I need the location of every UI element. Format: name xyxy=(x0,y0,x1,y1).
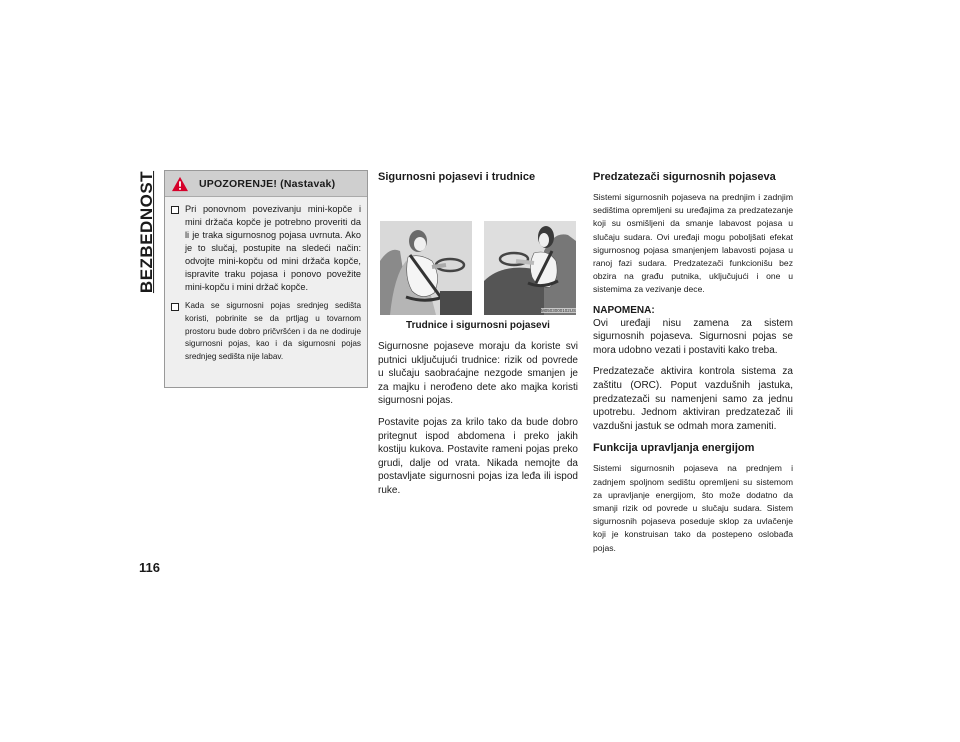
pretensioner-column xyxy=(593,170,793,563)
pregnancy-heading: Sigurnosni pojasevi i trudnice xyxy=(378,171,536,183)
pregnancy-paragraph-1: Sigurnosne pojaseve moraju da koriste svi putnici uključujući trudnice: rizik od povrede u slučaju saobraćajne nezgode smanjen je za majku i nerođeno dete ako majka koristi sigurnosni pojas. xyxy=(378,341,578,407)
warning-box xyxy=(164,170,368,388)
note-label: NAPOMENA: xyxy=(593,304,655,316)
note-text: Ovi uređaji nisu zamena za sistem sigurnosnih pojaseva. Sigurnosni pojas se mora udobno vezati i postaviti kako treba. xyxy=(593,317,793,356)
section-side-tab xyxy=(134,172,160,292)
energy-management-heading: Funkcija upravljanja energijom xyxy=(593,442,755,455)
energy-management-paragraph: Sistemi sigurnosnih pojaseva na prednjem i zadnjem spoljnom sedištu opremljeni su sistemom za upravljanje energijom, što može dodatno da smanji rizik od povrede u slučaju sudara. Sistem sigurnosnih pojaseva poseduje sklop za uvlačenje koji je konstruisan tako da postepeno oslobađa pojas. xyxy=(593,463,793,553)
checkbox-bullet-icon xyxy=(171,206,179,214)
pregnancy-paragraph-2: Postavite pojas za krilo tako da bude dobro pritegnut ispod abdomena i preko jakih kostiju kukova. Postavite rameni pojas preko grudi, dalje od vrata. Nikada nemojte da postavljate sigurnosni pojas iza leđa ili ispod ruke. xyxy=(378,416,578,496)
warning-item xyxy=(171,300,361,364)
pretensioner-paragraph: Sistemi sigurnosnih pojaseva na prednjim i zadnjim sedištima opremljeni su uređajima za predzatezanje koji su osmišljeni da smanje labavost pojasa u slučaju sudara. Ovi uređaji mogu poboljšati efekat sigurnosnog pojasa smanjenjem labavosti pojasa u ranoj fazi sudara. Predzatezači funkcionišu bez obzira na građu putnika, uključujući i one u sistemima za vezivanje dece. xyxy=(593,192,793,295)
warning-title: UPOZORENJE! (Nastavak) xyxy=(199,177,336,190)
warning-item xyxy=(171,203,361,294)
warning-triangle-icon xyxy=(171,176,189,192)
checkbox-bullet-icon xyxy=(171,303,179,311)
image-code: M0503000102US xyxy=(540,308,576,313)
section-label: BEZBEDNOST xyxy=(137,170,156,294)
figure-caption: Trudnice i sigurnosni pojasevi xyxy=(406,320,550,331)
warning-item-text: Kada se sigurnosni pojas srednjeg sedišta koristi, pobrinite se da prtljag u tovarnom prostoru bude dobro pričvršćen i da ne dodiruje sigurnosni pojas, kao i da sigurnosni pojas srednjeg sedišta nije labav. xyxy=(185,301,361,362)
pregnancy-column xyxy=(378,170,578,506)
orc-paragraph: Predzatezače aktivira kontrola sistema za zaštitu (ORC). Poput vazdušnih jastuka, predzatezači su namenjeni samo za jednu upotrebu. Jednom aktiviran predzatezač ili vazdušni jastuk se odmah mora zameniti. xyxy=(593,366,793,432)
pregnant-driver-photo-left xyxy=(380,221,472,315)
warning-header xyxy=(165,171,367,197)
warning-list xyxy=(165,197,367,364)
pregnancy-figure xyxy=(378,221,578,315)
warning-item-text: Pri ponovnom povezivanju mini-kopče i mini držača kopče je potrebno proveriti da li je traka sigurnosnog pojasa uvrnuta. Ako je to slučaj, postupite na sledeći način: odvojte mini-kopču od mini držača kopče, ispravite traku pojasa i ponovo povežite mini-kopču i mini držač kopče. xyxy=(185,204,361,292)
page-number: 116 xyxy=(139,560,160,575)
pregnant-driver-photo-right xyxy=(484,221,576,315)
pretensioner-heading: Predzatezači sigurnosnih pojaseva xyxy=(593,171,776,183)
